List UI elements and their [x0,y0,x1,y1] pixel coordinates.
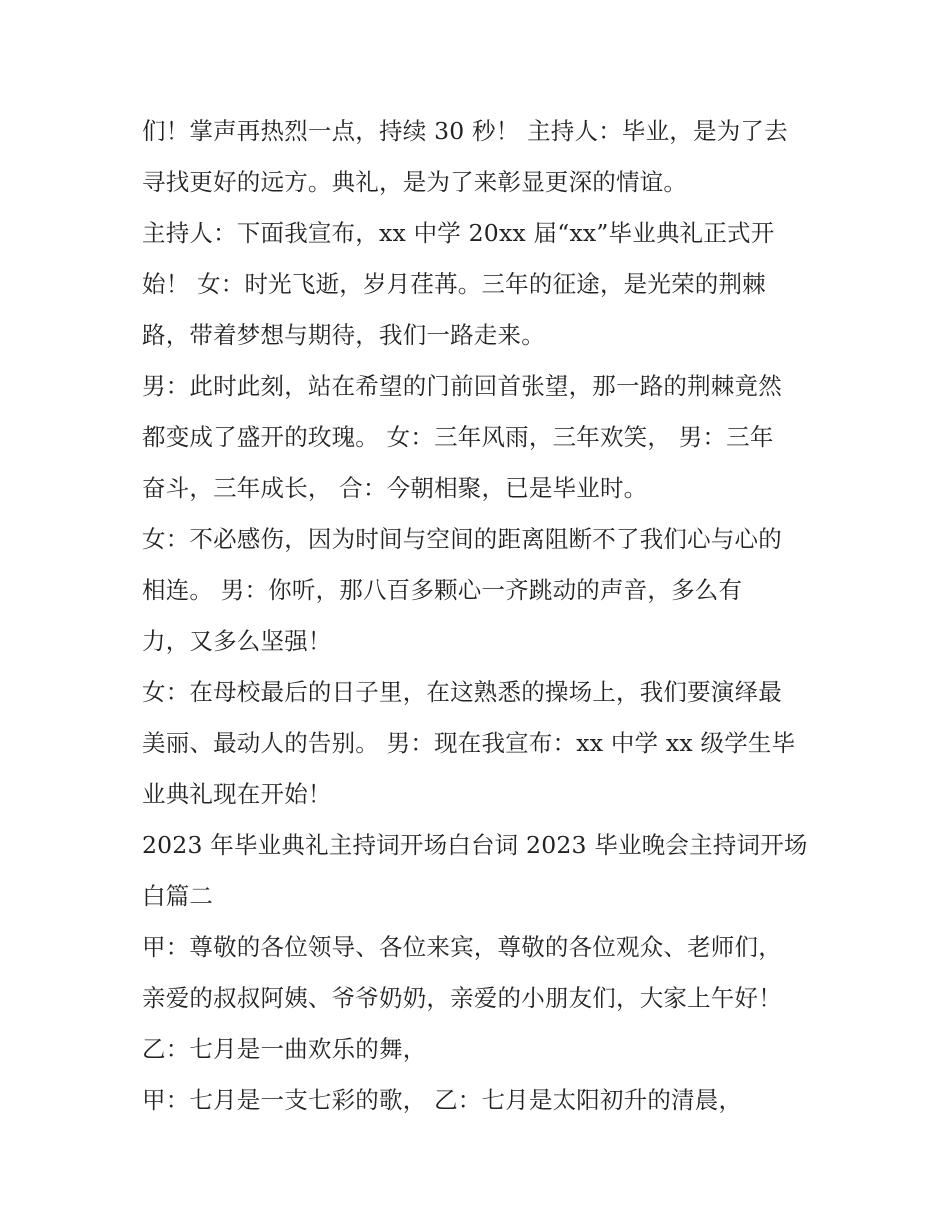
text-line: 美丽、最动人的告别。 男：现在我宣布：xx 中学 xx 级学生毕 [142,729,796,757]
text-line: 男：此时此刻，站在希望的门前回首张望，那一路的荆棘竟然 [142,372,782,400]
text-line: 都变成了盛开的玫瑰。 女：三年风雨，三年欢笑， 男：三年 [142,423,774,451]
text-line: 甲：尊敬的各位领导、各位来宾，尊敬的各位观众、老师们， [142,933,782,961]
text-line: 相连。 男：你听，那八百多颗心一齐跳动的声音，多么有 [142,576,743,604]
section-heading-line: 2023 年毕业典礼主持词开场白台词 2023 毕业晚会主持词开场 [142,831,808,859]
text-line: 亲爱的叔叔阿姨、爷爷奶奶，亲爱的小朋友们，大家上午好！ [142,984,782,1012]
document-body [142,106,822,1126]
text-line: 业典礼现在开始！ [142,780,332,808]
text-line: 始！ 女：时光飞逝，岁月荏苒。三年的征途，是光荣的荆棘 [142,270,766,298]
text-line: 路，带着梦想与期待，我们一路走来。 [142,321,545,349]
text-line: 女：在母校最后的日子里，在这熟悉的操场上，我们要演绎最 [142,678,782,706]
text-line: 们！掌声再热烈一点，持续 30 秒！ 主持人：毕业，是为了去 [142,117,788,145]
text-line: 主持人：下面我宣布，xx 中学 20xx 届“xx”毕业典礼正式开 [142,219,775,247]
text-line: 甲：七月是一支七彩的歌， 乙：七月是太阳初升的清晨， [142,1086,743,1114]
text-line: 力，又多么坚强！ [142,627,332,655]
text-line: 乙：七月是一曲欢乐的舞， [142,1035,427,1063]
section-heading-line: 白篇二 [142,882,214,910]
text-line: 女：不必感伤，因为时间与空间的距离阻断不了我们心与心的 [142,525,782,553]
text-line: 奋斗，三年成长， 合：今朝相聚，已是毕业时。 [142,474,648,502]
text-line: 寻找更好的远方。典礼，是为了来彰显更深的情谊。 [142,168,688,196]
